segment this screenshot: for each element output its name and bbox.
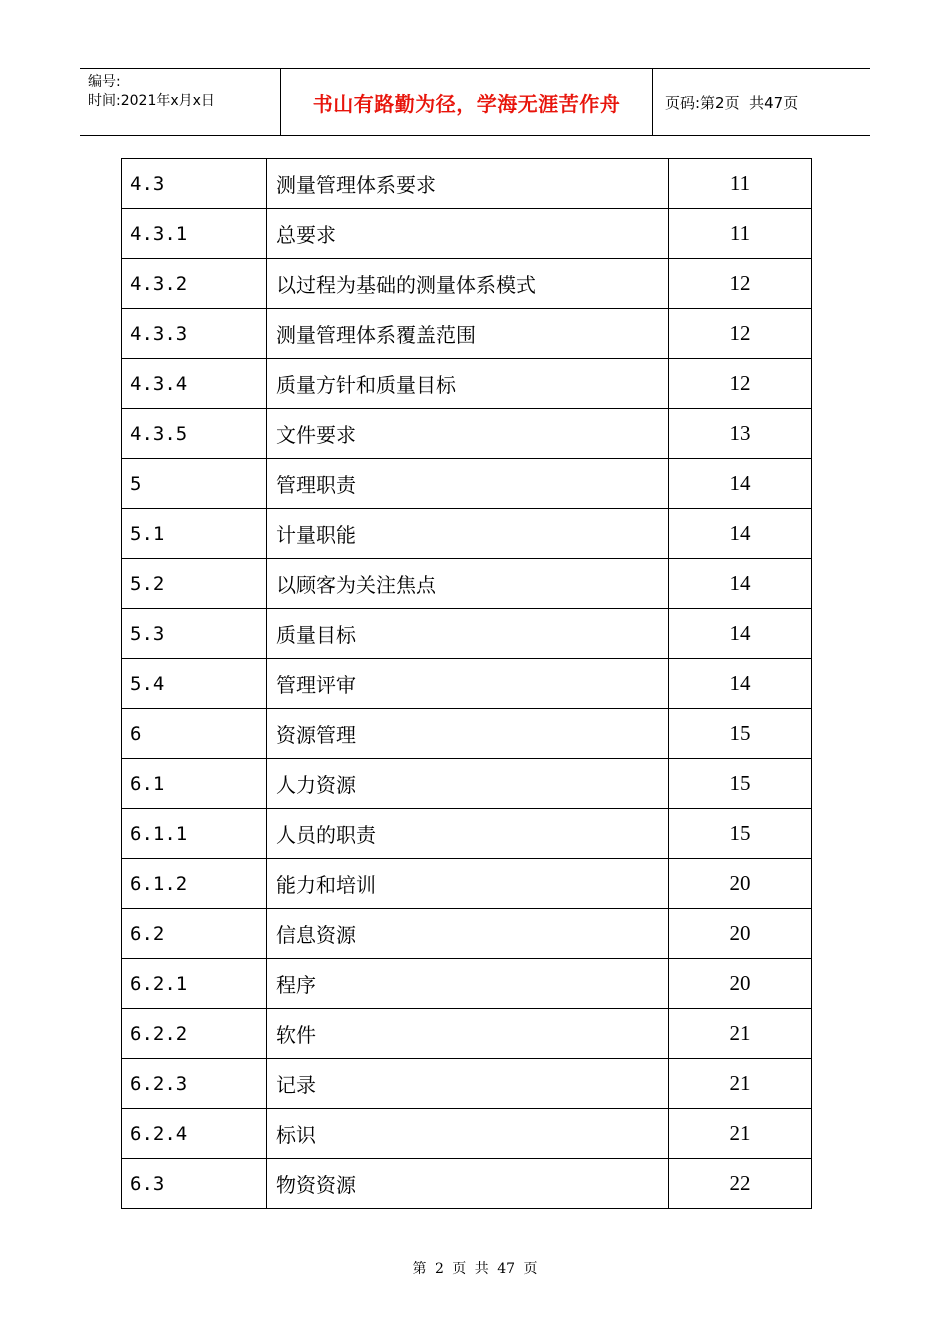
page-footer: 第 2 页 共 47 页 [412, 1261, 538, 1277]
header-motto: 书山有路勤为径，学海无涯苦作舟 [281, 69, 653, 135]
toc-row [122, 1009, 812, 1059]
toc-section-number: 6.1.1 [122, 809, 267, 859]
toc-page-number: 14 [669, 659, 812, 709]
toc-row [122, 209, 812, 259]
toc-section-title: 信息资源 [267, 909, 669, 959]
toc-row [122, 1159, 812, 1209]
toc-section-title: 质量方针和质量目标 [267, 359, 669, 409]
toc-page-number: 11 [669, 209, 812, 259]
toc-section-number: 6.3 [122, 1159, 267, 1209]
toc-page-number: 20 [669, 909, 812, 959]
toc-row [122, 859, 812, 909]
toc-section-title: 文件要求 [267, 409, 669, 459]
page-header [80, 68, 870, 136]
toc-section-number: 4.3.5 [122, 409, 267, 459]
toc-section-title: 程序 [267, 959, 669, 1009]
toc-section-title: 人力资源 [267, 759, 669, 809]
toc-row [122, 309, 812, 359]
toc-page-number: 20 [669, 959, 812, 1009]
time-label: 时间:2021年x月x日 [88, 93, 215, 109]
toc-row [122, 659, 812, 709]
toc-row [122, 459, 812, 509]
toc-row [122, 259, 812, 309]
toc-body [122, 159, 812, 1209]
toc-section-number: 6.2.4 [122, 1109, 267, 1159]
toc-section-number: 6.1.2 [122, 859, 267, 909]
toc-section-title: 总要求 [267, 209, 669, 259]
toc-row [122, 559, 812, 609]
toc-section-number: 6.2.1 [122, 959, 267, 1009]
toc-section-number: 6.2.2 [122, 1009, 267, 1059]
toc-page-number: 21 [669, 1109, 812, 1159]
toc-section-number: 5.3 [122, 609, 267, 659]
serial-label: 编号: [88, 74, 121, 90]
toc-page-number: 14 [669, 509, 812, 559]
toc-section-number: 5.1 [122, 509, 267, 559]
page-info-text: 页码:第2页 共47页 [665, 93, 799, 112]
toc-section-title: 以过程为基础的测量体系模式 [267, 259, 669, 309]
toc-page-number: 21 [669, 1059, 812, 1109]
toc-section-title: 物资资源 [267, 1159, 669, 1209]
toc-page-number: 21 [669, 1009, 812, 1059]
toc-page-number: 14 [669, 559, 812, 609]
toc-row [122, 359, 812, 409]
toc-section-number: 5.4 [122, 659, 267, 709]
toc-section-number: 6 [122, 709, 267, 759]
toc-section-title: 测量管理体系要求 [267, 159, 669, 209]
toc-section-title: 软件 [267, 1009, 669, 1059]
toc-section-title: 质量目标 [267, 609, 669, 659]
toc-page-number: 15 [669, 709, 812, 759]
toc-section-title: 测量管理体系覆盖范围 [267, 309, 669, 359]
toc-section-number: 6.1 [122, 759, 267, 809]
toc-page-number: 12 [669, 359, 812, 409]
header-meta [80, 69, 281, 135]
toc-section-title: 标识 [267, 1109, 669, 1159]
toc-section-title: 人员的职责 [267, 809, 669, 859]
toc-page-number: 20 [669, 859, 812, 909]
toc-row [122, 409, 812, 459]
toc-section-number: 6.2 [122, 909, 267, 959]
toc-section-number: 4.3.3 [122, 309, 267, 359]
toc-page-number: 22 [669, 1159, 812, 1209]
toc-section-title: 管理评审 [267, 659, 669, 709]
toc-section-number: 4.3.4 [122, 359, 267, 409]
toc-row [122, 609, 812, 659]
toc-row [122, 509, 812, 559]
toc-section-title: 管理职责 [267, 459, 669, 509]
toc-page-number: 12 [669, 309, 812, 359]
toc-section-title: 记录 [267, 1059, 669, 1109]
toc-row [122, 959, 812, 1009]
toc-page-number: 11 [669, 159, 812, 209]
toc-section-title: 计量职能 [267, 509, 669, 559]
toc-page-number: 13 [669, 409, 812, 459]
toc-page-number: 15 [669, 759, 812, 809]
toc-section-title: 能力和培训 [267, 859, 669, 909]
toc-section-number: 6.2.3 [122, 1059, 267, 1109]
toc-section-number: 4.3.1 [122, 209, 267, 259]
toc-page-number: 14 [669, 459, 812, 509]
toc-page-number: 12 [669, 259, 812, 309]
toc-row [122, 909, 812, 959]
toc-row [122, 1059, 812, 1109]
toc-section-number: 5 [122, 459, 267, 509]
toc-page-number: 15 [669, 809, 812, 859]
toc-table [121, 158, 812, 1209]
toc-row [122, 709, 812, 759]
toc-row [122, 759, 812, 809]
toc-row [122, 159, 812, 209]
toc-row [122, 809, 812, 859]
toc-page-number: 14 [669, 609, 812, 659]
toc-section-number: 5.2 [122, 559, 267, 609]
toc-section-number: 4.3.2 [122, 259, 267, 309]
toc-row [122, 1109, 812, 1159]
toc-section-number: 4.3 [122, 159, 267, 209]
header-page-info [653, 69, 870, 135]
toc-section-title: 以顾客为关注焦点 [267, 559, 669, 609]
toc-section-title: 资源管理 [267, 709, 669, 759]
